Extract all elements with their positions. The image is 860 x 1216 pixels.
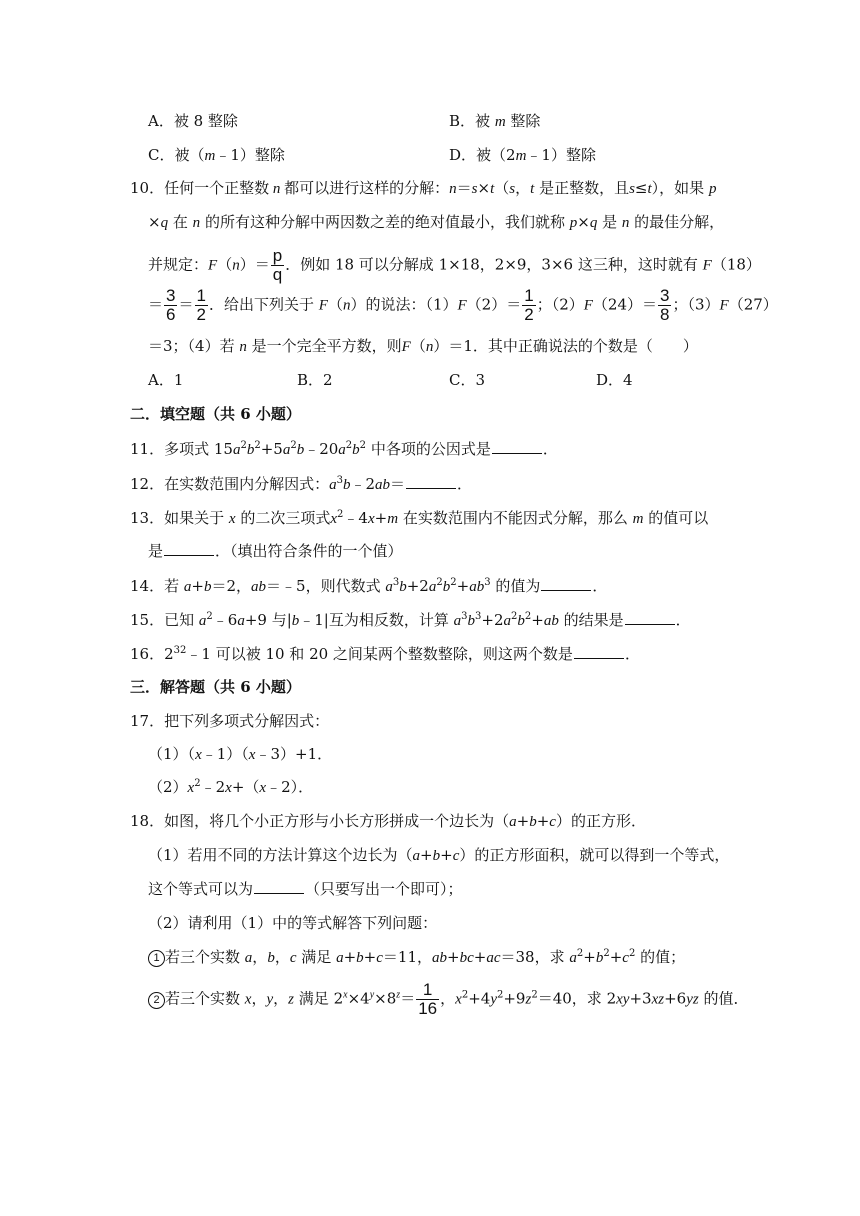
q10-option-d: D．4 — [596, 371, 633, 389]
q11-answer-blank[interactable] — [492, 439, 542, 454]
q9-option-c: C．被（m﹣1）整除 — [148, 146, 285, 164]
q10-line-2: ×q 在 n 的所有这种分解中两因数之差的绝对值最小，我们就称 p×q 是 n 的最佳分解， — [148, 213, 725, 231]
fraction-3-over-6: $\frac{3}{6}$ — [166, 286, 176, 324]
q18-sub-2: 2 若三个实数 x，y，z 满足 $2^x\times 4^y\times 8^z=$ $\frac{1}{16}$ ，$x^2+4y^2+9z^2=40$，求 2xy+3xz+6yz 的值． — [148, 981, 749, 1018]
fraction-1-over-16: $\frac{1}{16}$ — [418, 980, 438, 1018]
q16-answer-blank[interactable] — [574, 644, 624, 659]
q17-part-2: $(2)x^2﹣2x+(x﹣2)$． — [148, 778, 314, 796]
q10-option-c: C．3 — [449, 371, 486, 389]
circled-number-1: 1 — [148, 950, 165, 967]
q17: 17．把下列多项式分解因式： — [130, 712, 330, 730]
q18-line-1: 18．如图，将几个小正方形与小长方形拼成一个边长为（a+b+c）的正方形． — [130, 812, 646, 830]
q15: 15．已知 $a^2﹣6a+9$ 与|b﹣1|互为相反数，计算 $a^3b^3+2a^2b^2+ab$ 的结果是 ． — [130, 611, 691, 629]
q13-line-2: 是 ．（填出符合条件的一个值） — [148, 542, 403, 560]
q17-part-1: （1）（x﹣1）（x﹣3）+1． — [148, 745, 333, 763]
q10-line-4: ＝ $\frac{3}{6}$ ＝ $\frac{1}{2}$ ．给出下列关于 F（n）的说法：（1）F（2）＝ $\frac{1}{2}$ ；（2）F（24）＝ $\frac{3}{8}$ ；（3）F（27） — [148, 286, 778, 324]
section-heading-answer: 三．解答题（共 6 小题） — [130, 678, 301, 696]
q12: 12．在实数范围内分解因式：$a^3b﹣2ab=$ ． — [130, 475, 473, 493]
q10-option-a: A．1 — [148, 371, 184, 389]
q10-line-5: ＝3；（4）若 n 是一个完全平方数，则F（n）＝1．其中正确说法的个数是（ ） — [148, 337, 698, 355]
q12-answer-blank[interactable] — [406, 474, 456, 489]
q18-line-2: （1）若用不同的方法计算这个边长为（a+b+c）的正方形面积，就可以得到一个等式， — [148, 846, 730, 864]
q13-answer-blank[interactable] — [164, 541, 214, 556]
fraction-3-over-8: $\frac{3}{8}$ — [660, 286, 670, 324]
q18-line-3: 这个等式可以为 （只要写出一个即可）； — [148, 880, 463, 898]
q13-line-1: 13．如果关于 x 的二次三项式$x^2﹣4x+m$ 在实数范围内不能因式分解，那么 m 的值可以 — [130, 509, 709, 527]
q10-line-3: 并规定：F（n）＝ $\frac{p}{q}$ ．例如 18 可以分解成 1×18，2×9，3×6 这三种，这时就有 F（18） — [148, 246, 761, 284]
fraction-1-over-2: $\frac{1}{2}$ — [196, 286, 206, 324]
fraction-p-over-q: $\frac{p}{q}$ — [272, 246, 283, 284]
q14-answer-blank[interactable] — [541, 576, 591, 591]
q18-sub-1: 1 若三个实数 a，b，c 满足 a+b+c＝11，ab+bc+ac＝38，求 $a^2+b^2+c^2$ 的值； — [148, 946, 685, 969]
q14: 14．若 a+b＝2，ab＝﹣5，则代数式 $a^3b+2a^2b^2+ab^3$ 的值为 ． — [130, 577, 608, 595]
q9-option-b: B．被 m 整除 — [449, 112, 541, 130]
q15-answer-blank[interactable] — [625, 610, 675, 625]
circled-number-2: 2 — [148, 992, 165, 1009]
q10-option-b: B．2 — [297, 371, 333, 389]
q9-option-a: A．被 8 整除 — [148, 112, 238, 130]
q16: 16．$2^{32}﹣1$ 可以被 10 和 20 之间某两个整数整除，则这两个数是 ． — [130, 645, 640, 663]
q10-line-1: 10．任何一个正整数 n 都可以进行这样的分解：n＝s×t（s，t 是正整数，且s≤t），如果 p — [130, 179, 717, 197]
q18-answer-blank[interactable] — [254, 879, 304, 894]
q18-line-4: （2）请利用（1）中的等式解答下列问题： — [148, 914, 438, 932]
q9-option-d: D．被（2m﹣1）整除 — [449, 146, 596, 164]
q11: 11．多项式 $15a^2b^2+5a^2b﹣20a^2b^2$ 中各项的公因式是 ． — [130, 440, 558, 458]
fraction-1-over-2-b: $\frac{1}{2}$ — [524, 286, 534, 324]
section-heading-fill-in: 二．填空题（共 6 小题） — [130, 405, 301, 423]
